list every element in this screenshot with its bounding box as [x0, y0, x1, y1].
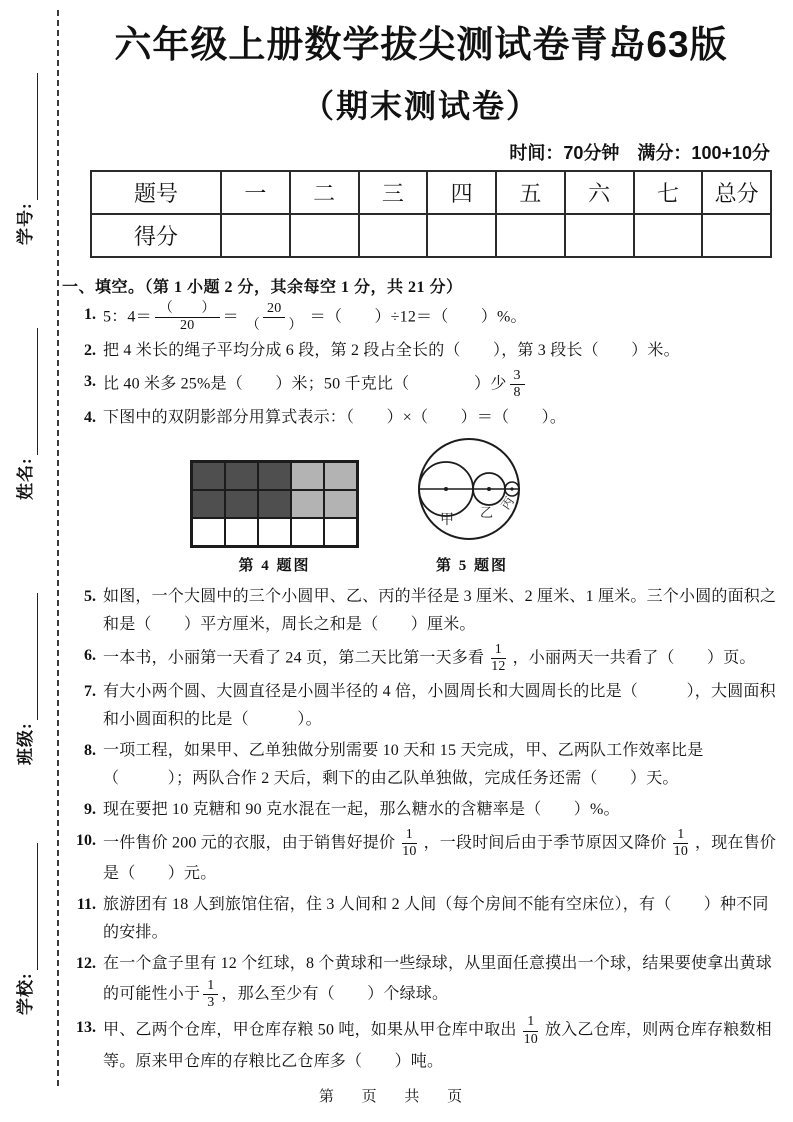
fraction-denominator: 8	[513, 384, 521, 400]
sidebar-field-label: 学校:	[16, 972, 35, 1015]
grid-cell-white	[291, 518, 324, 546]
fraction-numerator: 3	[510, 368, 525, 385]
score-table-column: 三	[359, 171, 428, 214]
question-item	[62, 404, 780, 432]
question-number: 12.	[76, 955, 96, 973]
question-number: 6.	[84, 646, 96, 664]
score-table-column: 四	[427, 171, 496, 214]
question-text: 把 4 米长的绳子平均分成 6 段，第 2 段占全长的（ ），第 3 段长（ ）米。	[103, 341, 680, 359]
circles-figure	[414, 438, 530, 548]
question-item	[62, 950, 780, 1011]
score-value-row	[91, 214, 771, 257]
fraction-denominator: 10	[673, 844, 689, 860]
grid-cell-dark	[225, 462, 258, 490]
sidebar-field-blank	[17, 328, 38, 455]
question-item	[62, 737, 780, 793]
question-number: 11.	[76, 896, 96, 914]
figures-row	[190, 438, 780, 575]
question-text: 旅游团有 18 人到旅馆住宿，住 3 人间和 2 人间（每个房间不能有空床位），有（ ）种不同的安排。	[103, 896, 769, 942]
sidebar-field-label: 学号:	[16, 202, 35, 245]
question-item	[62, 301, 780, 334]
question-text: 一项工程，如果甲、乙单独做分别需要 10 天和 15 天完成，甲、乙两队工作效率比是（ ）；两队合作 2 天后，剩下的由乙队单独做，完成任务还需（ ）天。	[103, 742, 704, 788]
question-text: 一本书，小丽第一天看了 24 页，第二天比第一天多看 $\frac{1}{12}$ ，小丽两天一共看了（ ）页。	[103, 641, 756, 675]
center-dot-yi	[487, 487, 491, 491]
grid-cell-white	[192, 518, 225, 546]
fraction-numerator: 1	[203, 978, 218, 995]
figure-question-5	[414, 438, 530, 575]
fraction-denominator: 10	[523, 1031, 539, 1047]
fraction-numerator: 20	[263, 301, 285, 318]
score-table-empty-cell	[290, 214, 359, 257]
score-table-score-label: 得分	[91, 214, 221, 257]
section-heading-fill-blanks: 一、填空。（第 1 小题 2 分，其余每空 1 分，共 21 分）	[62, 278, 463, 296]
fraction	[242, 301, 307, 334]
question-text: 5：4＝ $\frac{( )}{20}$ ＝ $\frac{20}{( )}$ ＝（ ）÷12＝（ ）%。	[103, 300, 527, 333]
question-number: 10.	[76, 832, 96, 850]
score-table-empty-cell	[359, 214, 428, 257]
label-jia: 甲	[440, 512, 454, 528]
figure-question-4	[190, 460, 359, 575]
fraction-numerator: 1	[402, 827, 417, 844]
score-table-column: 一	[221, 171, 290, 214]
sidebar-field-blank	[17, 843, 38, 970]
question-text: 下图中的双阴影部分用算式表示：（ ）×（ ）＝（ ）。	[103, 408, 567, 426]
score-table-column: 六	[565, 171, 634, 214]
fraction	[487, 642, 509, 675]
grid-cell-white	[324, 518, 357, 546]
grid-cell-white	[258, 518, 291, 546]
fraction	[510, 368, 525, 401]
time-score-meta: 时间：70分钟 满分：100+10分	[509, 142, 770, 163]
grid-cell-dark	[258, 462, 291, 490]
grid-cell-dark	[258, 490, 291, 518]
grid-cell-white	[225, 518, 258, 546]
score-table-column: 二	[290, 171, 359, 214]
grid-cell-dark	[192, 490, 225, 518]
paper-subtitle: （期末测试卷）	[301, 87, 540, 124]
center-dot-jia	[444, 487, 448, 491]
fraction-denominator: （ ）	[245, 317, 303, 333]
fraction-denominator: 3	[207, 995, 215, 1011]
question-item	[62, 891, 780, 947]
question-number: 7.	[84, 683, 96, 701]
fraction-denominator: 10	[402, 844, 417, 860]
fraction	[203, 978, 218, 1011]
score-table-corner: 题号	[91, 171, 221, 214]
fraction-numerator: 1	[491, 642, 506, 659]
grid-cell-dark	[192, 462, 225, 490]
figure-4-caption: 第 4 题图	[238, 557, 311, 574]
figure-5-caption: 第 5 题图	[435, 557, 508, 574]
paper-title: 六年级上册数学拔尖测试卷青岛63版	[114, 24, 728, 65]
question-item	[62, 827, 780, 888]
question-number: 4.	[84, 408, 96, 426]
sidebar-field-label: 姓名:	[16, 457, 35, 500]
score-table-column: 五	[496, 171, 565, 214]
grid-cell-light	[291, 462, 324, 490]
sidebar-field-blank	[17, 73, 38, 200]
center-dot-bing	[510, 487, 513, 490]
question-item	[62, 642, 780, 675]
grid-cell-dark	[225, 490, 258, 518]
sidebar-field	[12, 73, 38, 245]
page-footer: 第 页 共 页	[318, 1089, 475, 1105]
question-number: 1.	[84, 305, 96, 323]
score-table	[90, 170, 772, 258]
fraction	[520, 1014, 542, 1047]
sidebar	[0, 0, 60, 1122]
sidebar-field-label: 班级:	[16, 722, 35, 765]
score-table-empty-cell	[496, 214, 565, 257]
score-header-row	[91, 171, 771, 214]
question-text: 一件售价 200 元的衣服，由于销售好提价 $\frac{1}{10}$ ，一段时间后由于季节原因又降价 $\frac{1}{10}$ ，现在售价是（ ）元。	[103, 827, 777, 883]
question-number: 9.	[84, 801, 96, 819]
score-table-empty-cell	[634, 214, 703, 257]
question-text: 在一个盒子里有 12 个红球，8 个黄球和一些绿球，从里面任意摸出一个球，结果要使拿出黄球的可能性小于 $\frac{1}{3}$ ，那么至少有（ ）个绿球。	[103, 955, 773, 1011]
fraction-denominator: 12	[491, 659, 506, 675]
question-item	[62, 337, 780, 365]
question-item	[62, 796, 780, 824]
question-item	[62, 678, 780, 734]
test-paper	[62, 0, 780, 1079]
question-number: 13.	[76, 1019, 96, 1037]
fraction-numerator: 1	[523, 1014, 538, 1031]
question-item	[62, 583, 780, 639]
sidebar-field	[12, 593, 38, 765]
cut-dashed-line	[57, 10, 59, 1086]
question-number: 5.	[84, 587, 96, 605]
questions-list-1-4	[62, 301, 780, 432]
question-item	[62, 1014, 780, 1075]
score-table-empty-cell	[427, 214, 496, 257]
score-table-empty-cell	[702, 214, 771, 257]
sidebar-field	[12, 328, 38, 500]
label-yi: 乙	[480, 504, 494, 520]
fraction-denominator: 20	[180, 317, 195, 333]
grid-cell-light	[324, 462, 357, 490]
question-text: 如图，一个大圆中的三个小圆甲、乙、丙的半径是 3 厘米、2 厘米、1 厘米。三个小圆的面积之和是（ ）平方厘米，周长之和是（ ）厘米。	[103, 587, 777, 633]
grid-cell-light	[324, 490, 357, 518]
question-number: 8.	[84, 742, 96, 760]
label-bing: 丙	[498, 494, 517, 512]
question-text: 现在要把 10 克糖和 90 克水混在一起，那么糖水的含糖率是（ ）%。	[103, 801, 620, 819]
question-text: 有大小两个圆、大圆直径是小圆半径的 4 倍，小圆周长和大圆周长的比是（ ），大圆面积和小圆面积的比是（ ）。	[103, 683, 776, 729]
fraction	[155, 301, 220, 334]
sidebar-field	[12, 843, 38, 1015]
fraction-numerator: （ ）	[155, 301, 220, 318]
grid-cell-light	[291, 490, 324, 518]
score-table-column: 七	[634, 171, 703, 214]
fraction	[398, 827, 420, 860]
sidebar-field-blank	[17, 593, 38, 720]
question-text: 甲、乙两个仓库，甲仓库存粮 50 吨，如果从甲仓库中取出 $\frac{1}{10}$ 放入乙仓库，则两仓库存粮数相等。原来甲仓库的存粮比乙仓库多（ ）吨。	[103, 1014, 772, 1070]
question-item	[62, 368, 780, 401]
question-number: 3.	[84, 372, 96, 390]
shaded-grid-figure	[190, 460, 359, 548]
questions-list-5-13	[62, 583, 780, 1076]
score-table-empty-cell	[565, 214, 634, 257]
fraction	[670, 827, 692, 860]
score-table-column: 总分	[702, 171, 771, 214]
fraction-numerator: 1	[673, 827, 688, 844]
question-text: 比 40 米多 25%是（ ）米；50 千克比（ ）少 $\frac{3}{8}$	[103, 368, 528, 401]
score-table-empty-cell	[221, 214, 290, 257]
question-number: 2.	[84, 341, 96, 359]
